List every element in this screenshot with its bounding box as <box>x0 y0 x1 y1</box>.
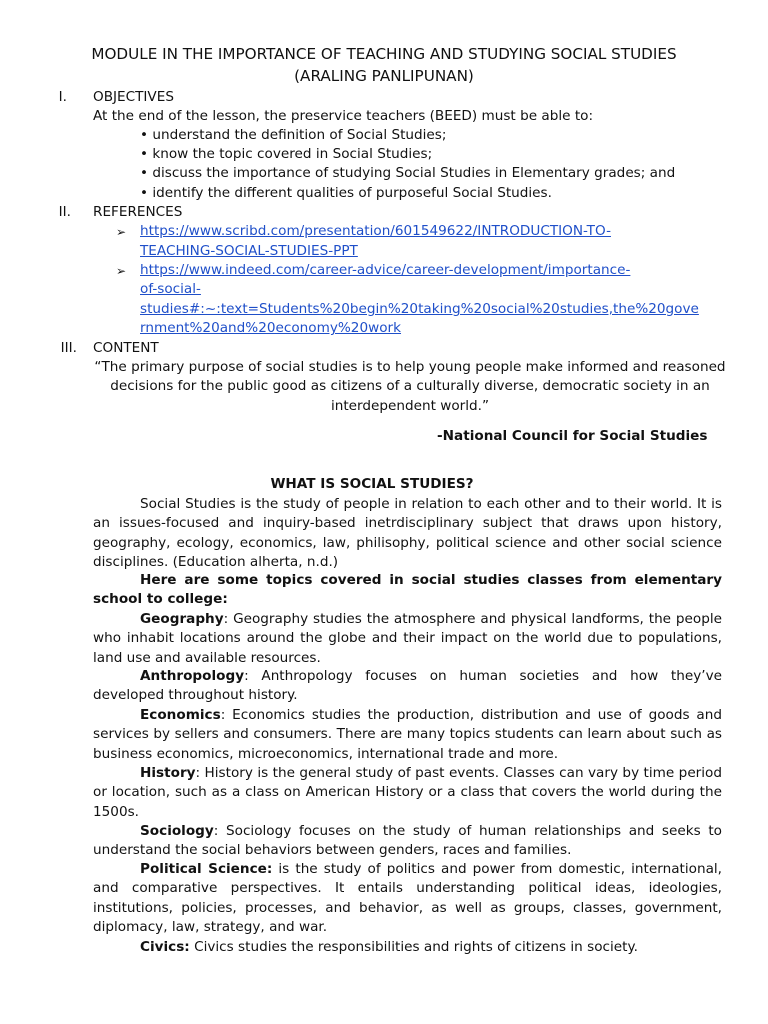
topic-separator: : <box>244 668 262 684</box>
objective-item: • discuss the importance of studying Social Studies in Elementary grades; and <box>140 165 676 181</box>
topic-separator: : <box>223 611 234 627</box>
section-heading: WHAT IS SOCIAL STUDIES? <box>270 476 474 492</box>
topic-text: Anthropology focuses on human societies and how they’ve developed throughout history. <box>93 668 722 704</box>
quote-attribution: -National Council for Social Studies <box>437 428 708 444</box>
topic-separator: : <box>195 765 205 781</box>
topic-text: Geography studies the atmosphere and physical landforms, the people who inhabit locations around the globe and their impact on the world due to populations, land use and available resources. <box>93 611 723 666</box>
topic-paragraph-political-science <box>93 860 722 937</box>
topic-text: History is the general study of past events. Classes can vary by time period or location, such as a class on American History or a class that covers the world during the 1500s. <box>93 765 722 820</box>
document-title-line-2: (ARALING PANLIPUNAN) <box>294 67 474 85</box>
topic-term: Civics: <box>140 939 190 955</box>
reference-link-2-cont[interactable]: studies#:~:text=Students%20begin%20taking%20social%20studies,the%20gove <box>140 301 699 317</box>
topics-lead <box>93 571 722 610</box>
topic-text: Civics studies the responsibilities and rights of citizens in society. <box>194 939 638 955</box>
references-heading: REFERENCES <box>93 204 183 220</box>
topic-text: Sociology focuses on the study of human relationships and seeks to understand the social behaviors between genders, races and families. <box>93 823 722 859</box>
reference-bullet-icon: ➢ <box>116 225 127 239</box>
intro-paragraph <box>93 495 722 572</box>
topic-separator: : <box>213 823 227 839</box>
topic-paragraph-history <box>93 764 722 822</box>
topic-text: is the study of politics and power from domestic, international, and comparative perspectives. It entails understanding political ideas, ideologies, institutions, policies, processes, and behavior, as well as groups, classes, government, diplomacy, law, strategy, and war. <box>93 861 722 935</box>
topic-paragraph-civics <box>93 938 722 957</box>
topic-term: Geography <box>140 611 224 627</box>
content-number: III. <box>60 340 77 356</box>
topic-term: History <box>140 765 196 781</box>
objectives-intro: At the end of the lesson, the preservice teachers (BEED) must be able to: <box>93 108 594 124</box>
topic-paragraph-economics <box>93 706 722 764</box>
reference-link-1[interactable]: https://www.scribd.com/presentation/601549622/INTRODUCTION-TO- <box>140 223 611 239</box>
references-number: II. <box>58 204 71 220</box>
quote-text: “The primary purpose of social studies is to help young people make informed and reasoned decisions for the public good as citizens of a culturally diverse, democratic society in an interdependent world.” <box>94 359 726 414</box>
objectives-heading: OBJECTIVES <box>93 89 174 105</box>
topics-lead-text: Here are some topics covered in social studies classes from elementary school to college: <box>93 572 722 608</box>
reference-bullet-icon: ➢ <box>116 264 127 278</box>
topic-paragraph-sociology <box>93 822 722 861</box>
topic-paragraph-anthropology <box>93 667 722 706</box>
topic-separator: : <box>220 707 233 723</box>
objectives-number: I. <box>58 89 67 105</box>
objective-item: • understand the definition of Social Studies; <box>140 127 447 143</box>
topic-text: Economics studies the production, distribution and use of goods and services by sellers and consumers. There are many topics students can learn about such as business economics, microeconomics, international trade and more. <box>93 707 722 762</box>
topic-term: Anthropology <box>140 668 245 684</box>
topic-term: Sociology <box>140 823 214 839</box>
document-title-line-1: MODULE IN THE IMPORTANCE OF TEACHING AND STUDYING SOCIAL STUDIES <box>91 45 677 63</box>
reference-link-2[interactable]: https://www.indeed.com/career-advice/career-development/importance- <box>140 262 631 278</box>
reference-link-1-cont[interactable]: TEACHING-SOCIAL-STUDIES-PPT <box>140 243 358 259</box>
topic-term: Economics <box>140 707 221 723</box>
objective-item: • know the topic covered in Social Studies; <box>140 146 433 162</box>
topic-term: Political Science: <box>140 861 273 877</box>
content-heading: CONTENT <box>93 340 159 356</box>
objective-item: • identify the different qualities of purposeful Social Studies. <box>140 185 552 201</box>
reference-link-2-cont[interactable]: of-social- <box>140 281 201 297</box>
topic-paragraph-geography <box>93 610 722 668</box>
reference-link-2-cont[interactable]: rnment%20and%20economy%20work <box>140 320 402 336</box>
intro-paragraph-text: Social Studies is the study of people in relation to each other and to their world. It is an issues-focused and inquiry-based inetrdisciplinary subject that draws upon history, geography, ecology, economics, law, philisophy, political science and other social science disciplines. (Education alherta, n.d.) <box>93 496 722 570</box>
